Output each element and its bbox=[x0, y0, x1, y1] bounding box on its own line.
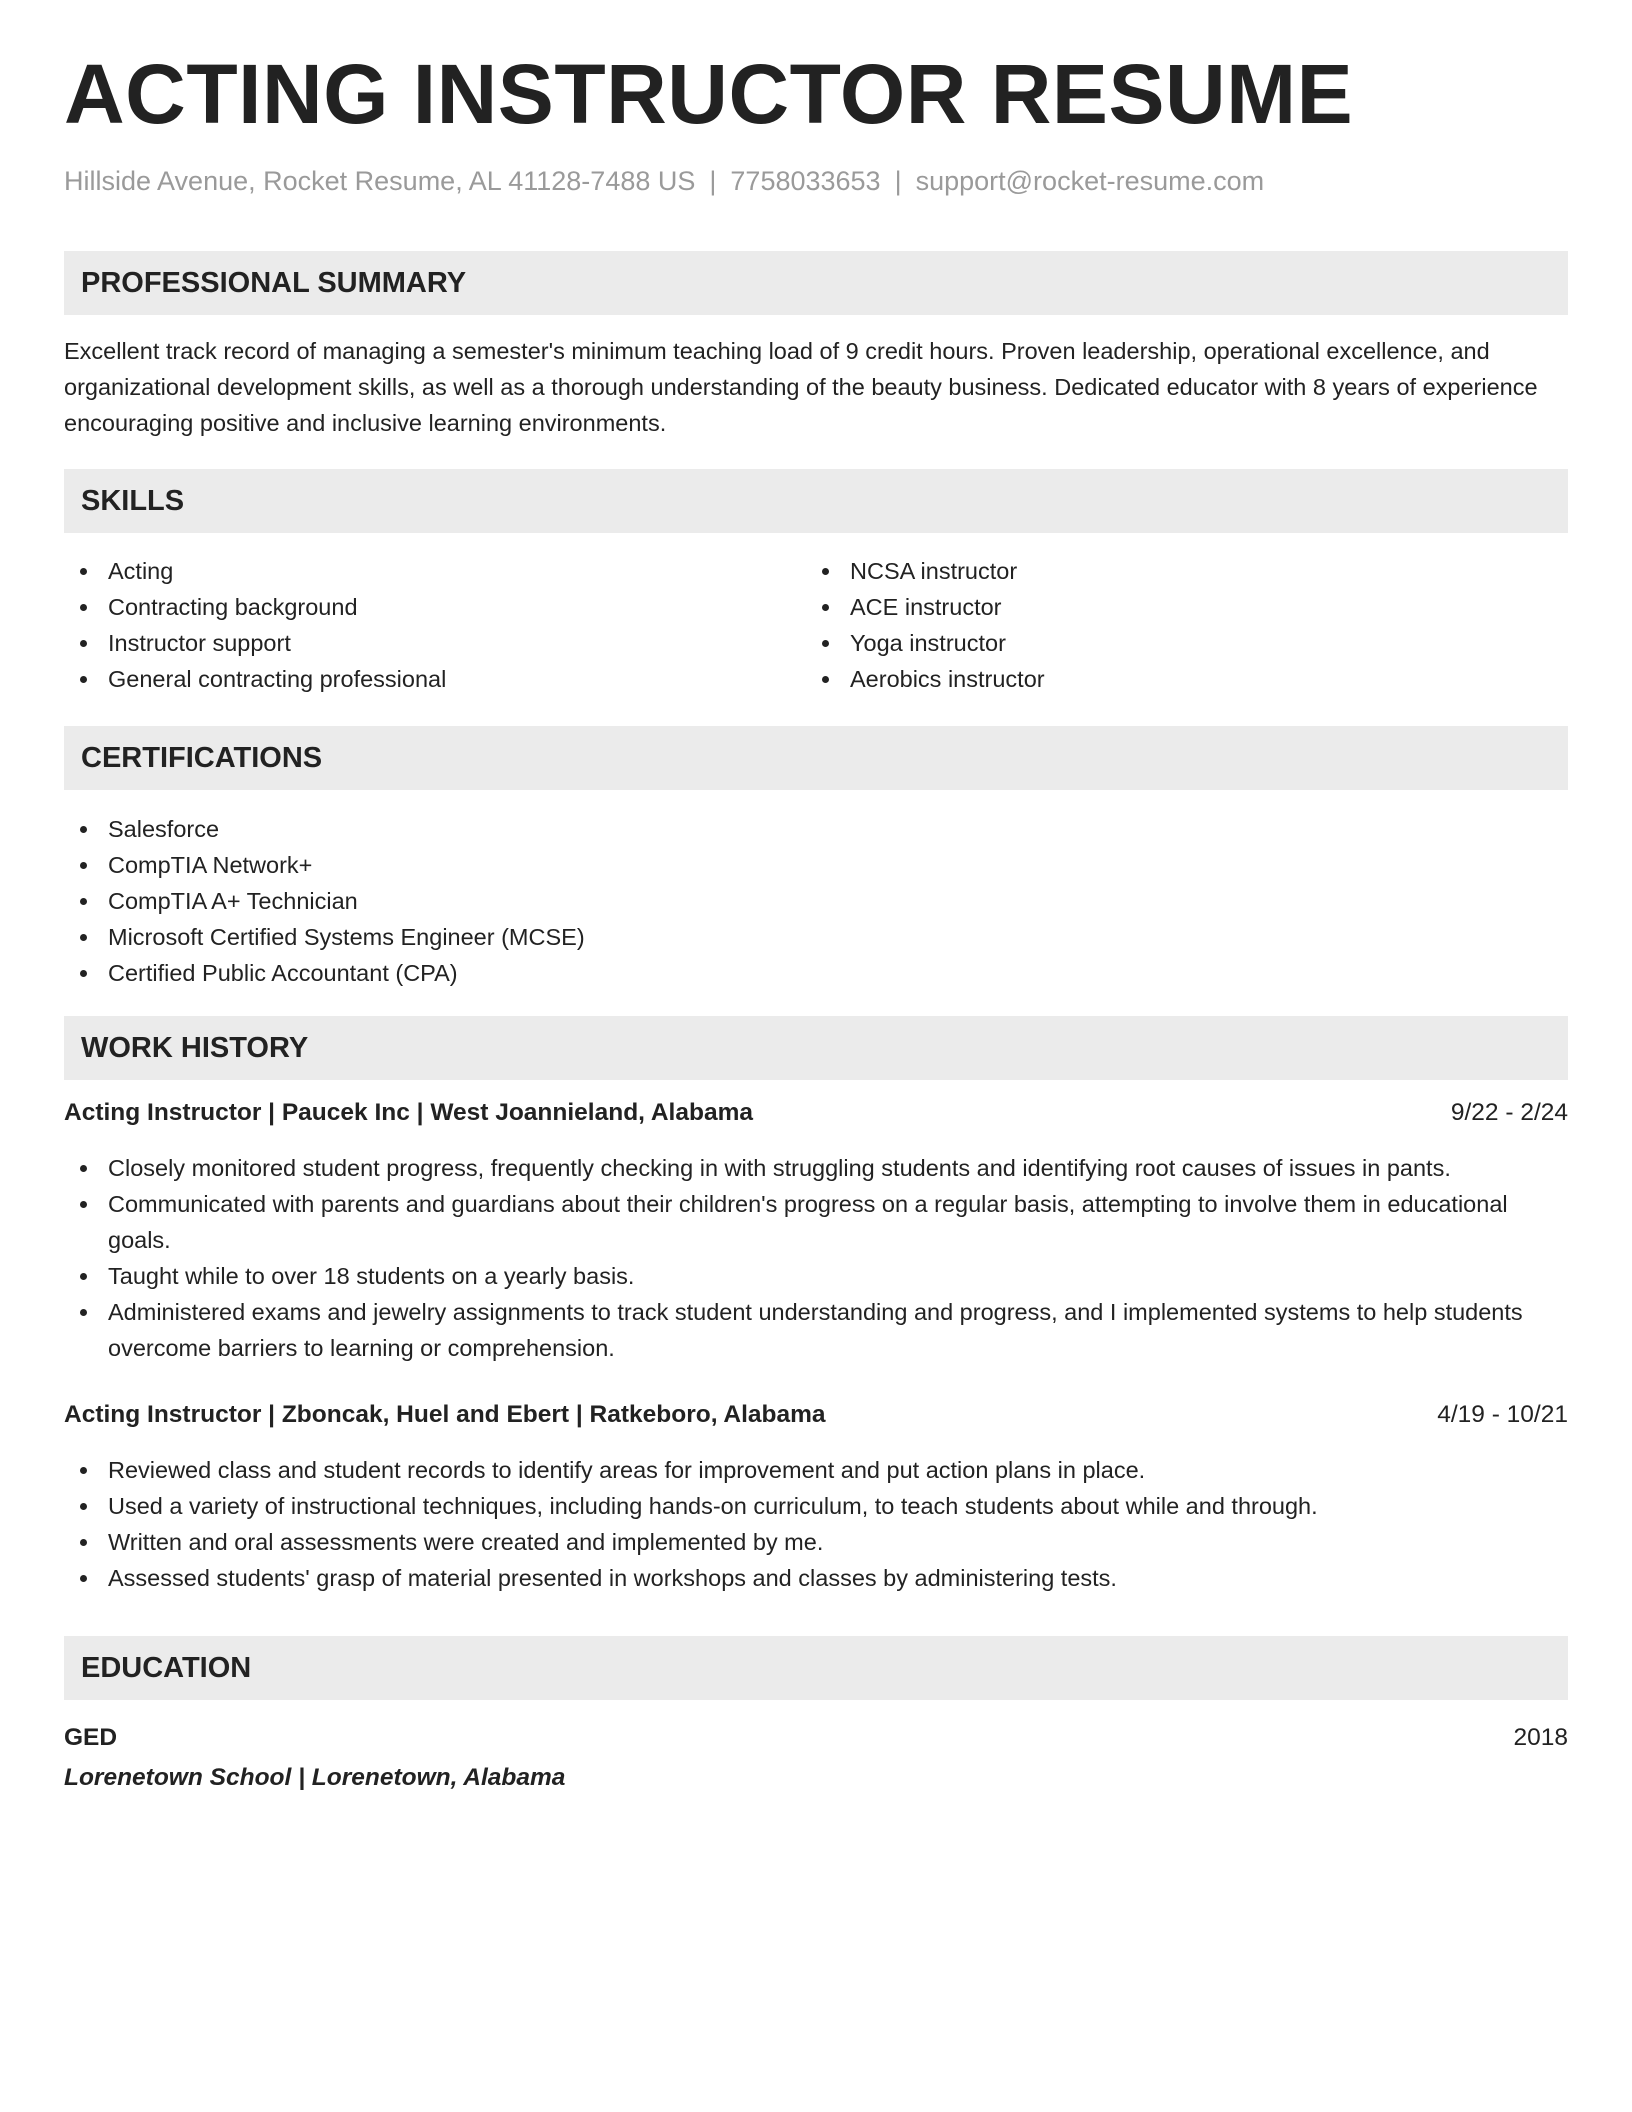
list-item: CompTIA A+ Technician bbox=[64, 883, 1568, 919]
contact-line bbox=[64, 166, 1264, 197]
skills-list-right bbox=[806, 553, 1506, 697]
list-item: ACE instructor bbox=[806, 589, 1506, 625]
list-item: Taught while to over 18 students on a yearly basis. bbox=[64, 1258, 1568, 1294]
education-degree: GED bbox=[64, 1724, 118, 1751]
list-item: General contracting professional bbox=[64, 661, 764, 697]
list-item: Written and oral assessments were created and implemented by me. bbox=[64, 1524, 1568, 1560]
section-heading-certifications: CERTIFICATIONS bbox=[64, 726, 1568, 790]
list-item: Instructor support bbox=[64, 625, 764, 661]
job-header bbox=[64, 1397, 1568, 1433]
job-bullets bbox=[64, 1150, 1568, 1366]
job-dates: 4/19 - 10/21 bbox=[1437, 1401, 1568, 1428]
list-item: Acting bbox=[64, 553, 764, 589]
contact-email: support@rocket-resume.com bbox=[915, 166, 1265, 196]
list-item: Contracting background bbox=[64, 589, 764, 625]
section-heading-education: EDUCATION bbox=[64, 1636, 1568, 1700]
list-item: Used a variety of instructional techniques, including hands-on curriculum, to teach students about while and through. bbox=[64, 1488, 1568, 1524]
contact-separator: | bbox=[709, 166, 717, 196]
section-heading-work-history: WORK HISTORY bbox=[64, 1016, 1568, 1080]
list-item: NCSA instructor bbox=[806, 553, 1506, 589]
education-school: Lorenetown School | Lorenetown, Alabama bbox=[64, 1764, 566, 1791]
list-item: Certified Public Accountant (CPA) bbox=[64, 955, 1568, 991]
education-header bbox=[64, 1720, 1568, 1756]
list-item: Aerobics instructor bbox=[806, 661, 1506, 697]
contact-phone: 7758033653 bbox=[730, 166, 881, 196]
list-item: Reviewed class and student records to identify areas for improvement and put action plans in place. bbox=[64, 1452, 1568, 1488]
list-item: Communicated with parents and guardians about their children's progress on a regular basis, attempting to involve them in educational goals. bbox=[64, 1186, 1568, 1258]
list-item: Administered exams and jewelry assignments to track student understanding and progress, and I implemented systems to help students overcome barriers to learning or comprehension. bbox=[64, 1294, 1568, 1366]
skills-list-left bbox=[64, 553, 764, 697]
list-item: Salesforce bbox=[64, 811, 1568, 847]
job-header bbox=[64, 1095, 1568, 1131]
contact-separator: | bbox=[894, 166, 902, 196]
summary-text: Excellent track record of managing a semester's minimum teaching load of 9 credit hours. Proven leadership, operational excellence, and organizational development skills, as well as a thorough understanding of the beauty business. Dedicated educator with 8 years of experience encouraging positive and inclusive learning environments. bbox=[64, 338, 1538, 436]
job-title: Acting Instructor | Zboncak, Huel and Ebert | Ratkeboro, Alabama bbox=[64, 1401, 826, 1428]
job-bullets bbox=[64, 1452, 1568, 1596]
certifications-list bbox=[64, 811, 1568, 991]
job-dates: 9/22 - 2/24 bbox=[1450, 1099, 1568, 1126]
education-year: 2018 bbox=[1513, 1724, 1568, 1751]
list-item: Yoga instructor bbox=[806, 625, 1506, 661]
resume-title: ACTING INSTRUCTOR RESUME bbox=[64, 47, 1354, 141]
section-heading-skills: SKILLS bbox=[64, 469, 1568, 533]
list-item: CompTIA Network+ bbox=[64, 847, 1568, 883]
list-item: Assessed students' grasp of material presented in workshops and classes by administering tests. bbox=[64, 1560, 1568, 1596]
list-item: Microsoft Certified Systems Engineer (MCSE) bbox=[64, 919, 1568, 955]
list-item: Closely monitored student progress, frequently checking in with struggling students and identifying root causes of issues in pants. bbox=[64, 1150, 1568, 1186]
contact-address: Hillside Avenue, Rocket Resume, AL 41128-7488 US bbox=[64, 166, 696, 196]
section-heading-summary: PROFESSIONAL SUMMARY bbox=[64, 251, 1568, 315]
job-title: Acting Instructor | Paucek Inc | West Joannieland, Alabama bbox=[64, 1099, 753, 1126]
